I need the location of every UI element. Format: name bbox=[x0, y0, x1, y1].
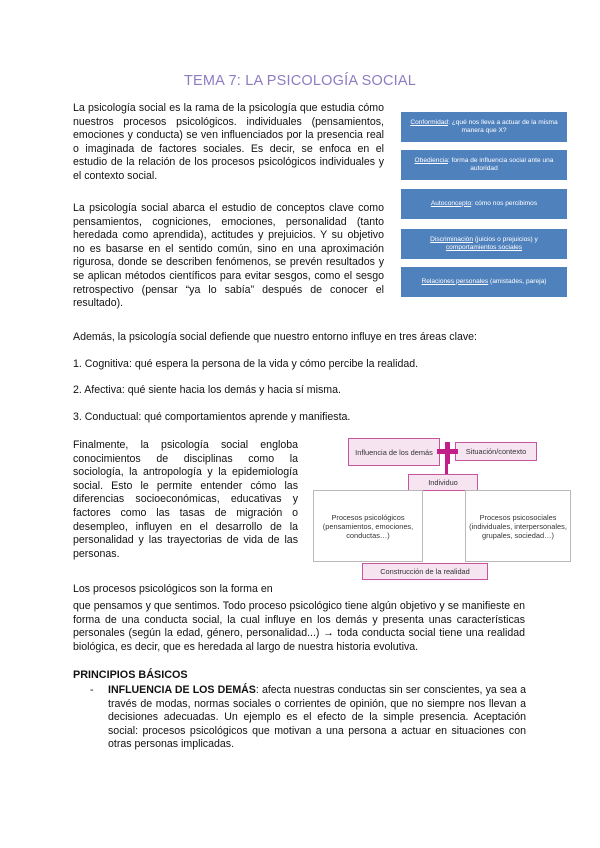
concept-term: Conformidad bbox=[410, 118, 449, 126]
psychology-diagram bbox=[310, 433, 576, 581]
diagram-construccion-box: Construcción de la realidad bbox=[362, 563, 488, 580]
concept-desc: : cómo nos percibimos bbox=[471, 199, 538, 207]
concept-box-conformidad bbox=[401, 112, 567, 142]
concept-term: Discriminación bbox=[430, 235, 473, 243]
areas-intro: Además, la psicología social defiende que nuestro entorno influye en tres áreas clave: bbox=[73, 331, 477, 343]
concept-term-2: comportamientos sociales bbox=[445, 244, 523, 251]
concept-box-discriminacion bbox=[401, 229, 567, 259]
principio-term: INFLUENCIA DE LOS DEMÁS bbox=[108, 684, 256, 696]
concept-desc: : ¿qué nos lleva a actuar de la misma manera que X? bbox=[448, 118, 558, 134]
concept-term: Obediencia bbox=[414, 156, 448, 164]
area-conductual: 3. Conductual: qué comportamientos aprende y manifiesta. bbox=[73, 411, 351, 423]
concept-box-obediencia bbox=[401, 150, 567, 180]
intro-paragraph-2: La psicología social abarca el estudio de conceptos clave como pensamientos, cogniciones, emociones, personalidad (tanto heredada como aprendida), actitudes y prejuicios. Y su objetivo no es basarse en el sentido común, sino en una aproximación rigurosa, donde se describen fenómenos, se prevén resultados y se aplican métodos científicos para evitar sesgos, como el sesgo retrospectivo (pensar “ya lo sabía” después de conocer el resultado). bbox=[73, 202, 384, 310]
concept-desc: : forma de influencia social ante una autoridad bbox=[447, 156, 554, 172]
procesos-paragraph-rest: que pensamos y que sentimos. Todo proceso psicológico tiene algún objetivo y se manifieste en forma de una conducta social, la cual influye en los demás y presenta unas características personales (según la edad, género, personalidad...) → toda conducta social tiene una realidad biológica, es decir, que es heredada al largo de nuestra historia evolutiva. bbox=[73, 600, 525, 653]
area-afectiva: 2. Afectiva: qué siente hacia los demás y hacia sí misma. bbox=[73, 384, 341, 396]
concept-term: Relaciones personales bbox=[421, 277, 489, 285]
concept-box-autoconcepto bbox=[401, 189, 567, 219]
intro-paragraph-1: La psicología social es la rama de la psicología que estudia cómo nuestros procesos psicológicos. individuales (pensamientos, emociones y conducta) se ven influenciados por la presencia real o imaginada de factores sociales. Es decir, se enfoca en el estudio de la relación de los procesos psicológicos individuales y el contexto social. bbox=[73, 102, 384, 182]
concept-box-relaciones bbox=[401, 267, 567, 297]
connector-line bbox=[445, 464, 448, 474]
principio-influencia bbox=[108, 684, 526, 752]
diagram-influencia-box: Influencia de los demás bbox=[348, 438, 440, 466]
diagram-individuo-box: Individuo bbox=[408, 474, 478, 491]
diagram-procesos-psicosociales: Procesos psicosociales (individuales, interpersonales, grupales, sociedad…) bbox=[465, 490, 571, 562]
final-paragraph: Finalmente, la psicología social engloba conocimientos de disciplinas como la sociología, la antropología y la epidemiología social. Esto le permite entender cómo las diferencias socioeconómicas, educativas y factores como las tasas de migración o desempleo, influyen en el desarrollo de la personalidad y las trayectorias de vida de las personas. bbox=[73, 439, 298, 560]
principios-heading: PRINCIPIOS BÁSICOS bbox=[73, 669, 188, 681]
bullet-dash: - bbox=[90, 684, 94, 696]
diagram-procesos-psicologicos: Procesos psicológicos (pensamientos, emociones, conductas…) bbox=[313, 490, 423, 562]
procesos-paragraph-start: Los procesos psicológicos son la forma en bbox=[73, 583, 273, 595]
area-cognitiva: 1. Cognitiva: qué espera la persona de la vida y cómo percibe la realidad. bbox=[73, 358, 419, 370]
principio-text: : afecta nuestras conductas sin ser conscientes, ya sea a través de modas, normas sociales o corrientes de opinión, que no siempre nos llevan a decisiones adecuadas. Un ejemplo es el efecto de la simple presencia. Aceptación social: procesos psicológicos que motivan a una persona a actuar en situaciones con otras personas implicadas. bbox=[108, 684, 526, 751]
concept-desc: (amistades, pareja) bbox=[488, 277, 547, 285]
concept-term: Autoconcepto bbox=[430, 199, 472, 207]
concept-desc: (juicios o prejuicios) y bbox=[473, 235, 538, 243]
page-title: TEMA 7: LA PSICOLOGÍA SOCIAL bbox=[183, 73, 417, 89]
diagram-situacion-box: Situación/contexto bbox=[455, 442, 537, 461]
